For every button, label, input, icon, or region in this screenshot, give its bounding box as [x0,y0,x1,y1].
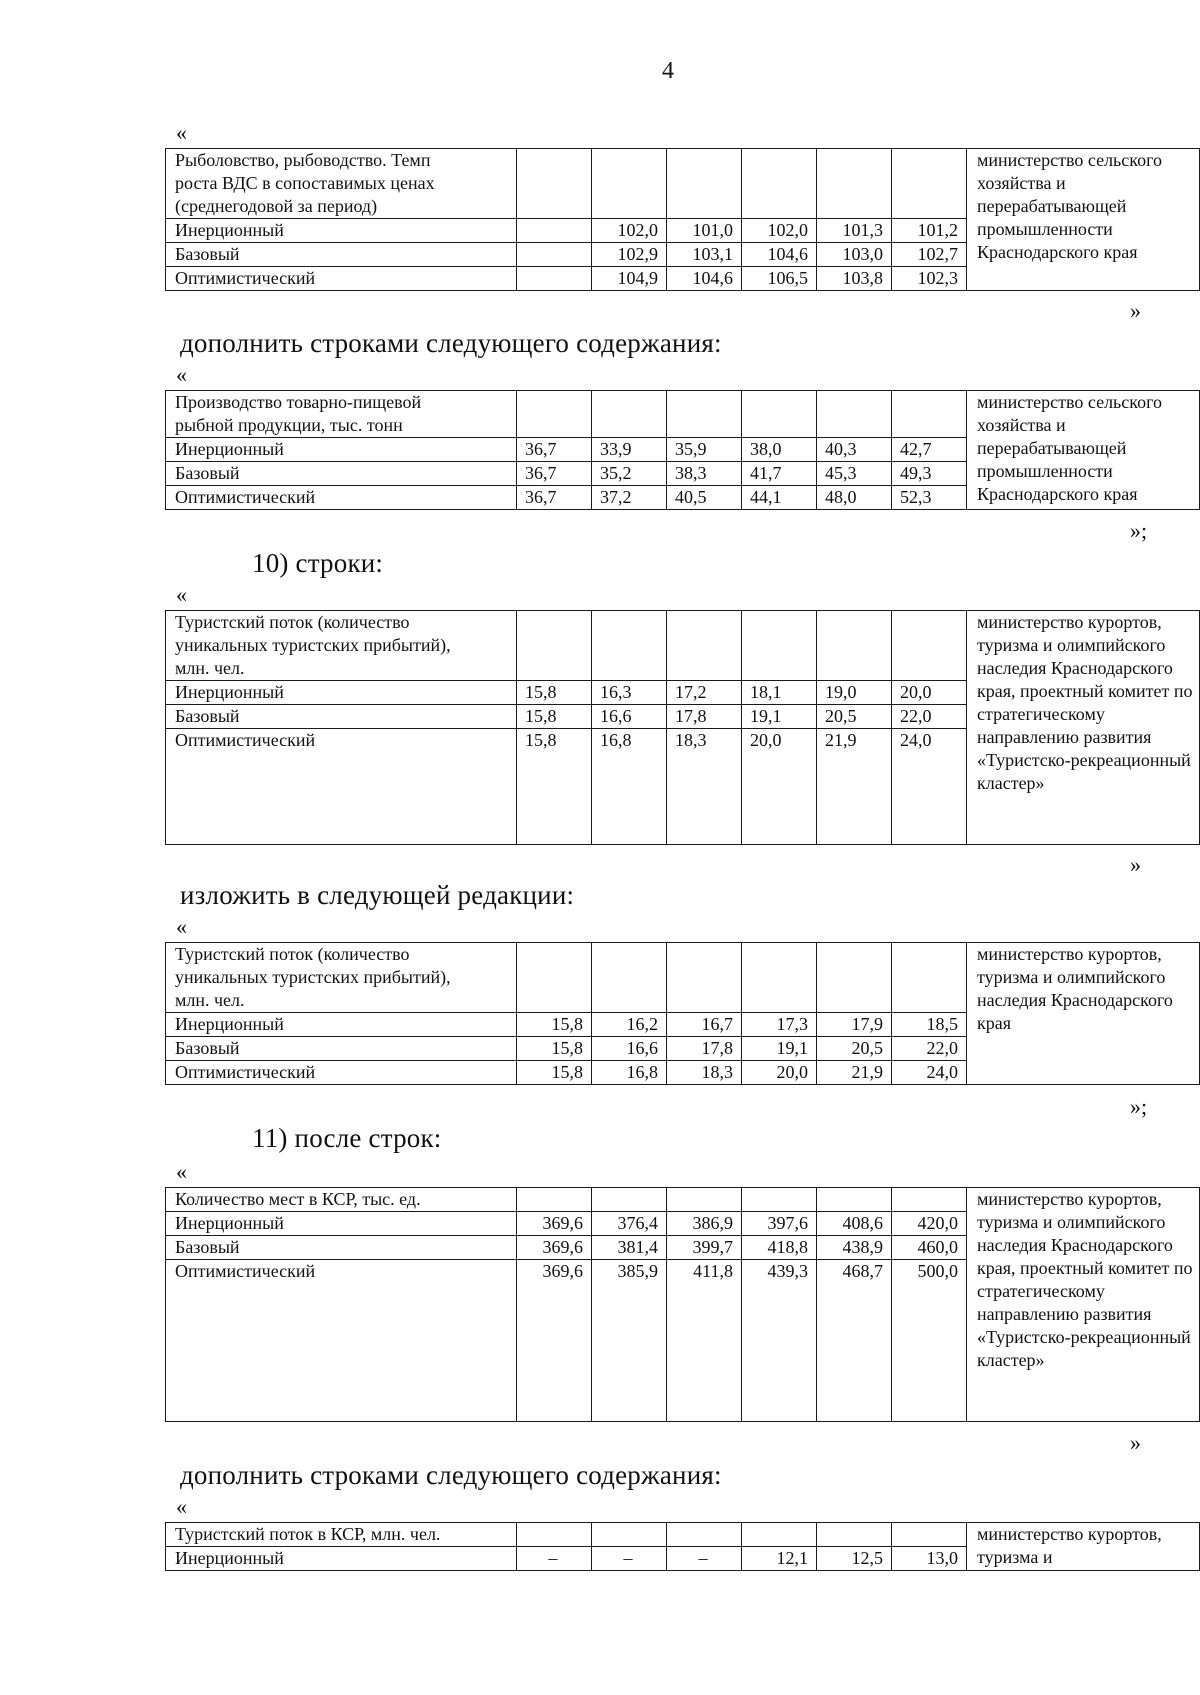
table-fishery-gva [165,148,1200,291]
table-header-label: Туристский поток (количество уникальных туристских прибытий), млн. чел. [166,943,517,1013]
opening-quote: « [176,1494,187,1519]
closing-quote: » [1130,1430,1141,1455]
opening-quote: « [176,1159,187,1184]
opening-quote: « [176,914,187,939]
responsible-party: министерство сельского хозяйства и перерабатывающей промышленности Краснодарского края [967,391,1200,510]
opening-quote: « [176,362,187,387]
responsible-party: министерство курортов, туризма и олимпийского наследия Краснодарского края [967,943,1200,1085]
table-row: Оптимистический 104,9 104,6 106,5 103,8 102,3 [166,267,1200,291]
responsible-party: министерство сельского хозяйства и перерабатывающей промышленности Краснодарского края [967,149,1200,291]
table-header-label: Рыболовство, рыбоводство. Темп роста ВДС в сопоставимых ценах (среднегодовой за период) [166,149,517,219]
table-ksr-tourist-flow [165,1522,1200,1571]
table-row: Оптимистический 15,8 16,8 18,3 20,0 21,9 24,0 [166,1061,1200,1085]
closing-quote: » [1130,852,1141,877]
table-row: Инерционный 369,6 376,4 386,9 397,6 408,6 420,0 [166,1212,1200,1236]
instruction-text: дополнить строками следующего содержания: [180,1460,722,1490]
closing-quote: » [1130,298,1141,323]
table-header-label: Туристский поток (количество уникальных туристских прибытий), млн. чел. [166,611,517,681]
table-row: Инерционный 15,8 16,3 17,2 18,1 19,0 20,0 [166,681,1200,705]
instruction-text: 10) строки: [252,548,384,578]
table-tourist-flow-new [165,942,1200,1085]
table-row: Инерционный 102,0 101,0 102,0 101,3 101,2 [166,219,1200,243]
page-number: 4 [662,58,674,84]
table-header-label: Туристский поток в КСР, млн. чел. [166,1523,517,1547]
table-row: Базовый 102,9 103,1 104,6 103,0 102,7 [166,243,1200,267]
instruction-text: 11) после строк: [252,1123,442,1153]
table-tourist-flow-old [165,610,1200,845]
table-row: Базовый 15,8 16,6 17,8 19,1 20,5 22,0 [166,705,1200,729]
responsible-party: министерство курортов, туризма и олимпийского наследия Краснодарского края, проектный комитет по стратегическому направлению развития «Туристско-рекреационный кластер» [967,611,1200,845]
table-row: Инерционный 15,8 16,2 16,7 17,3 17,9 18,5 [166,1013,1200,1037]
table-row: Инерционный – – – 12,1 12,5 13,0 [166,1547,1200,1571]
responsible-party: министерство курортов, туризма и [967,1523,1200,1571]
table-row: Оптимистический 369,6 385,9 411,8 439,3 468,7 500,0 [166,1260,1200,1422]
opening-quote: « [176,120,187,145]
table-row: Базовый 36,7 35,2 38,3 41,7 45,3 49,3 [166,462,1200,486]
table-fish-production [165,390,1200,510]
instruction-text: изложить в следующей редакции: [180,880,575,910]
table-ksr-places [165,1187,1200,1422]
opening-quote: « [176,582,187,607]
closing-quote: »; [1130,518,1148,543]
table-row: Базовый 15,8 16,6 17,8 19,1 20,5 22,0 [166,1037,1200,1061]
table-row: Инерционный 36,7 33,9 35,9 38,0 40,3 42,7 [166,438,1200,462]
table-row: Базовый 369,6 381,4 399,7 418,8 438,9 460,0 [166,1236,1200,1260]
closing-quote: »; [1130,1094,1148,1119]
responsible-party: министерство курортов, туризма и олимпийского наследия Краснодарского края, проектный комитет по стратегическому направлению развития «Туристско-рекреационный кластер» [967,1188,1200,1422]
instruction-text: дополнить строками следующего содержания: [180,328,722,358]
table-row: Оптимистический 15,8 16,8 18,3 20,0 21,9 24,0 [166,729,1200,845]
table-header-label: Количество мест в КСР, тыс. ед. [166,1188,517,1212]
table-row: Оптимистический 36,7 37,2 40,5 44,1 48,0 52,3 [166,486,1200,510]
table-header-label: Производство товарно-пищевой рыбной продукции, тыс. тонн [166,391,517,438]
